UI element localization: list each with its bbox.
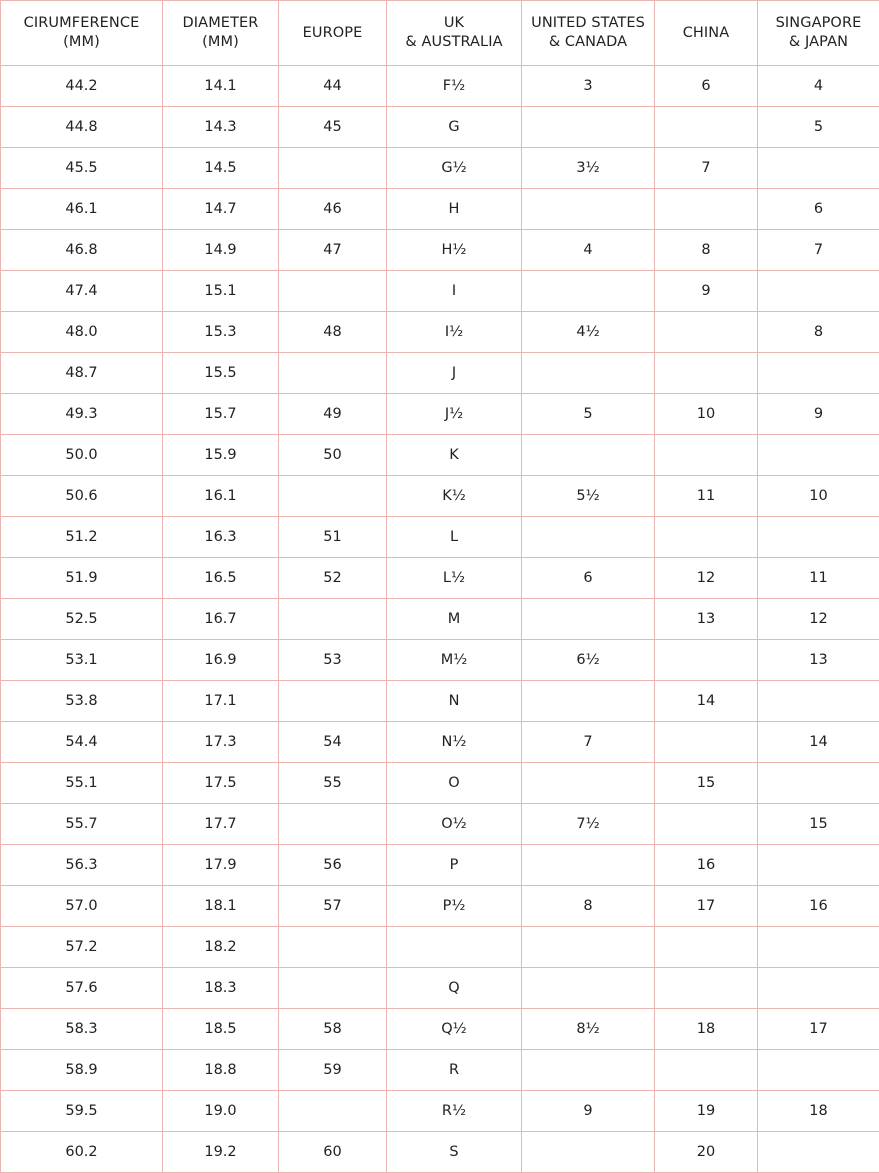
diameter-cell: 15.1 <box>163 271 279 312</box>
singapore-japan-cell: 5 <box>758 107 879 148</box>
header-line: EUROPE <box>279 24 386 43</box>
singapore-japan-cell: 17 <box>758 1009 879 1050</box>
us-canada-cell <box>522 845 655 886</box>
china-cell <box>655 189 758 230</box>
us-canada-cell: 4 <box>522 230 655 271</box>
singapore-japan-cell <box>758 271 879 312</box>
uk-australia-cell: Q½ <box>387 1009 522 1050</box>
europe-cell <box>279 681 387 722</box>
us-canada-cell: 3½ <box>522 148 655 189</box>
china-cell <box>655 517 758 558</box>
circumference-cell: 55.1 <box>1 763 163 804</box>
diameter-cell: 17.9 <box>163 845 279 886</box>
uk-australia-cell: K <box>387 435 522 476</box>
china-cell <box>655 927 758 968</box>
us-canada-cell: 3 <box>522 66 655 107</box>
uk-australia-cell: L <box>387 517 522 558</box>
uk-australia-cell: F½ <box>387 66 522 107</box>
china-cell: 9 <box>655 271 758 312</box>
europe-cell: 44 <box>279 66 387 107</box>
singapore-japan-cell: 6 <box>758 189 879 230</box>
singapore-japan-cell: 16 <box>758 886 879 927</box>
circumference-cell: 51.2 <box>1 517 163 558</box>
china-cell: 18 <box>655 1009 758 1050</box>
diameter-cell: 15.3 <box>163 312 279 353</box>
europe-header <box>279 1 387 66</box>
table-row <box>1 353 879 394</box>
table-row <box>1 148 879 189</box>
table-row <box>1 968 879 1009</box>
singapore-japan-cell: 10 <box>758 476 879 517</box>
circumference-cell: 45.5 <box>1 148 163 189</box>
europe-cell: 57 <box>279 886 387 927</box>
uk-australia-cell: P <box>387 845 522 886</box>
table-row <box>1 804 879 845</box>
singapore-japan-cell: 4 <box>758 66 879 107</box>
singapore-japan-cell: 15 <box>758 804 879 845</box>
table-row <box>1 763 879 804</box>
circumference-cell: 46.1 <box>1 189 163 230</box>
us-canada-cell: 6½ <box>522 640 655 681</box>
circumference-cell: 53.8 <box>1 681 163 722</box>
singapore-japan-cell <box>758 927 879 968</box>
circumference-cell: 44.2 <box>1 66 163 107</box>
china-cell: 8 <box>655 230 758 271</box>
china-cell: 7 <box>655 148 758 189</box>
diameter-cell: 17.1 <box>163 681 279 722</box>
china-cell <box>655 1050 758 1091</box>
europe-cell <box>279 353 387 394</box>
china-cell: 13 <box>655 599 758 640</box>
uk-australia-cell: G½ <box>387 148 522 189</box>
diameter-cell: 18.5 <box>163 1009 279 1050</box>
china-cell: 15 <box>655 763 758 804</box>
europe-cell <box>279 599 387 640</box>
diameter-cell: 19.2 <box>163 1132 279 1173</box>
circumference-cell: 50.6 <box>1 476 163 517</box>
china-cell: 14 <box>655 681 758 722</box>
europe-cell: 52 <box>279 558 387 599</box>
europe-cell: 60 <box>279 1132 387 1173</box>
circumference-cell: 58.3 <box>1 1009 163 1050</box>
table-row <box>1 722 879 763</box>
table-row <box>1 1132 879 1173</box>
us-canada-cell <box>522 517 655 558</box>
uk-australia-cell: M <box>387 599 522 640</box>
uk-australia-cell: P½ <box>387 886 522 927</box>
singapore-japan-header <box>758 1 879 66</box>
us-canada-cell <box>522 189 655 230</box>
uk-australia-cell: J½ <box>387 394 522 435</box>
uk-australia-cell: Q <box>387 968 522 1009</box>
us-canada-cell: 5 <box>522 394 655 435</box>
table-row <box>1 1091 879 1132</box>
header-line: CIRUMFERENCE <box>1 14 162 33</box>
circumference-cell: 48.0 <box>1 312 163 353</box>
diameter-cell: 15.9 <box>163 435 279 476</box>
diameter-cell: 14.3 <box>163 107 279 148</box>
uk-australia-cell: I <box>387 271 522 312</box>
circumference-cell: 50.0 <box>1 435 163 476</box>
europe-cell: 58 <box>279 1009 387 1050</box>
singapore-japan-cell: 14 <box>758 722 879 763</box>
circumference-cell: 46.8 <box>1 230 163 271</box>
circumference-cell: 58.9 <box>1 1050 163 1091</box>
singapore-japan-cell: 12 <box>758 599 879 640</box>
us-canada-cell <box>522 968 655 1009</box>
circumference-cell: 60.2 <box>1 1132 163 1173</box>
uk-australia-cell: I½ <box>387 312 522 353</box>
us-canada-cell: 6 <box>522 558 655 599</box>
singapore-japan-cell <box>758 353 879 394</box>
table-header <box>1 1 879 66</box>
singapore-japan-cell <box>758 968 879 1009</box>
circumference-cell: 57.2 <box>1 927 163 968</box>
singapore-japan-cell <box>758 148 879 189</box>
europe-cell: 47 <box>279 230 387 271</box>
circumference-cell: 53.1 <box>1 640 163 681</box>
singapore-japan-cell: 7 <box>758 230 879 271</box>
europe-cell: 53 <box>279 640 387 681</box>
europe-cell: 46 <box>279 189 387 230</box>
table-row <box>1 312 879 353</box>
uk-australia-cell <box>387 927 522 968</box>
singapore-japan-cell <box>758 845 879 886</box>
uk-australia-cell: O½ <box>387 804 522 845</box>
us-canada-cell <box>522 681 655 722</box>
diameter-cell: 16.3 <box>163 517 279 558</box>
europe-cell <box>279 148 387 189</box>
us-canada-cell <box>522 1050 655 1091</box>
table-row <box>1 517 879 558</box>
us-canada-cell <box>522 1132 655 1173</box>
china-cell: 10 <box>655 394 758 435</box>
diameter-cell: 14.9 <box>163 230 279 271</box>
china-cell <box>655 722 758 763</box>
china-cell <box>655 107 758 148</box>
header-line: & JAPAN <box>758 33 879 52</box>
diameter-cell: 16.9 <box>163 640 279 681</box>
header-line: DIAMETER <box>163 14 278 33</box>
header-line: UK <box>387 14 521 33</box>
circumference-cell: 52.5 <box>1 599 163 640</box>
header-line: (MM) <box>163 33 278 52</box>
us-canada-cell: 9 <box>522 1091 655 1132</box>
china-cell <box>655 435 758 476</box>
us-canada-cell: 4½ <box>522 312 655 353</box>
circumference-cell: 56.3 <box>1 845 163 886</box>
uk-australia-cell: R <box>387 1050 522 1091</box>
europe-cell <box>279 968 387 1009</box>
table-row <box>1 66 879 107</box>
europe-cell: 56 <box>279 845 387 886</box>
circumference-cell: 48.7 <box>1 353 163 394</box>
header-line: & CANADA <box>522 33 654 52</box>
table-row <box>1 394 879 435</box>
circumference-cell: 54.4 <box>1 722 163 763</box>
us-canada-cell: 8½ <box>522 1009 655 1050</box>
china-cell: 11 <box>655 476 758 517</box>
europe-cell <box>279 271 387 312</box>
circumference-cell: 44.8 <box>1 107 163 148</box>
us-canada-cell <box>522 353 655 394</box>
diameter-cell: 18.8 <box>163 1050 279 1091</box>
table-row <box>1 1050 879 1091</box>
europe-cell <box>279 927 387 968</box>
header-line: UNITED STATES <box>522 14 654 33</box>
table-row <box>1 886 879 927</box>
diameter-cell: 16.5 <box>163 558 279 599</box>
table-body <box>1 66 879 1173</box>
europe-cell: 49 <box>279 394 387 435</box>
uk-australia-cell: K½ <box>387 476 522 517</box>
table-row <box>1 189 879 230</box>
circumference-cell: 59.5 <box>1 1091 163 1132</box>
circumference-header <box>1 1 163 66</box>
diameter-cell: 15.7 <box>163 394 279 435</box>
china-cell: 12 <box>655 558 758 599</box>
circumference-cell: 51.9 <box>1 558 163 599</box>
china-cell: 16 <box>655 845 758 886</box>
us-canada-cell <box>522 271 655 312</box>
china-cell: 6 <box>655 66 758 107</box>
table-row <box>1 435 879 476</box>
us-canada-cell <box>522 927 655 968</box>
uk-australia-cell: M½ <box>387 640 522 681</box>
table-row <box>1 1009 879 1050</box>
china-cell: 20 <box>655 1132 758 1173</box>
circumference-cell: 47.4 <box>1 271 163 312</box>
europe-cell: 55 <box>279 763 387 804</box>
europe-cell <box>279 476 387 517</box>
europe-cell <box>279 1091 387 1132</box>
circumference-cell: 57.6 <box>1 968 163 1009</box>
europe-cell: 54 <box>279 722 387 763</box>
singapore-japan-cell <box>758 763 879 804</box>
diameter-cell: 15.5 <box>163 353 279 394</box>
europe-cell: 50 <box>279 435 387 476</box>
us-canada-cell: 5½ <box>522 476 655 517</box>
singapore-japan-cell: 13 <box>758 640 879 681</box>
us-canada-cell: 7 <box>522 722 655 763</box>
china-cell <box>655 353 758 394</box>
uk-australia-cell: L½ <box>387 558 522 599</box>
diameter-cell: 14.1 <box>163 66 279 107</box>
uk-australia-cell: H <box>387 189 522 230</box>
diameter-cell: 19.0 <box>163 1091 279 1132</box>
us-canada-cell <box>522 435 655 476</box>
singapore-japan-cell <box>758 435 879 476</box>
europe-cell: 48 <box>279 312 387 353</box>
singapore-japan-cell <box>758 1050 879 1091</box>
singapore-japan-cell <box>758 681 879 722</box>
china-cell <box>655 804 758 845</box>
china-cell <box>655 640 758 681</box>
singapore-japan-cell: 18 <box>758 1091 879 1132</box>
diameter-cell: 17.5 <box>163 763 279 804</box>
singapore-japan-cell <box>758 1132 879 1173</box>
china-cell: 19 <box>655 1091 758 1132</box>
china-cell <box>655 312 758 353</box>
header-line: & AUSTRALIA <box>387 33 521 52</box>
europe-cell: 51 <box>279 517 387 558</box>
singapore-japan-cell: 11 <box>758 558 879 599</box>
table-row <box>1 230 879 271</box>
china-cell: 17 <box>655 886 758 927</box>
us-canada-cell: 8 <box>522 886 655 927</box>
header-row <box>1 1 879 66</box>
table-row <box>1 558 879 599</box>
header-line: (MM) <box>1 33 162 52</box>
uk-australia-cell: N <box>387 681 522 722</box>
uk-australia-cell: J <box>387 353 522 394</box>
diameter-cell: 14.5 <box>163 148 279 189</box>
singapore-japan-cell <box>758 517 879 558</box>
table-row <box>1 599 879 640</box>
uk-australia-header <box>387 1 522 66</box>
europe-cell: 45 <box>279 107 387 148</box>
diameter-cell: 17.7 <box>163 804 279 845</box>
us-canada-cell <box>522 763 655 804</box>
uk-australia-cell: H½ <box>387 230 522 271</box>
us-canada-cell: 7½ <box>522 804 655 845</box>
europe-cell <box>279 804 387 845</box>
us-canada-cell <box>522 107 655 148</box>
table-row <box>1 640 879 681</box>
diameter-cell: 17.3 <box>163 722 279 763</box>
diameter-cell: 18.3 <box>163 968 279 1009</box>
header-line: CHINA <box>655 24 757 43</box>
table-row <box>1 845 879 886</box>
table-row <box>1 271 879 312</box>
circumference-cell: 55.7 <box>1 804 163 845</box>
uk-australia-cell: S <box>387 1132 522 1173</box>
circumference-cell: 49.3 <box>1 394 163 435</box>
singapore-japan-cell: 9 <box>758 394 879 435</box>
diameter-cell: 16.7 <box>163 599 279 640</box>
china-header <box>655 1 758 66</box>
us-canada-cell <box>522 599 655 640</box>
table-row <box>1 107 879 148</box>
table-row <box>1 927 879 968</box>
diameter-cell: 18.1 <box>163 886 279 927</box>
uk-australia-cell: R½ <box>387 1091 522 1132</box>
diameter-cell: 18.2 <box>163 927 279 968</box>
europe-cell: 59 <box>279 1050 387 1091</box>
uk-australia-cell: O <box>387 763 522 804</box>
diameter-cell: 16.1 <box>163 476 279 517</box>
table-row <box>1 476 879 517</box>
header-line: SINGAPORE <box>758 14 879 33</box>
circumference-cell: 57.0 <box>1 886 163 927</box>
uk-australia-cell: N½ <box>387 722 522 763</box>
diameter-cell: 14.7 <box>163 189 279 230</box>
us-canada-header <box>522 1 655 66</box>
singapore-japan-cell: 8 <box>758 312 879 353</box>
diameter-header <box>163 1 279 66</box>
china-cell <box>655 968 758 1009</box>
uk-australia-cell: G <box>387 107 522 148</box>
table-row <box>1 681 879 722</box>
